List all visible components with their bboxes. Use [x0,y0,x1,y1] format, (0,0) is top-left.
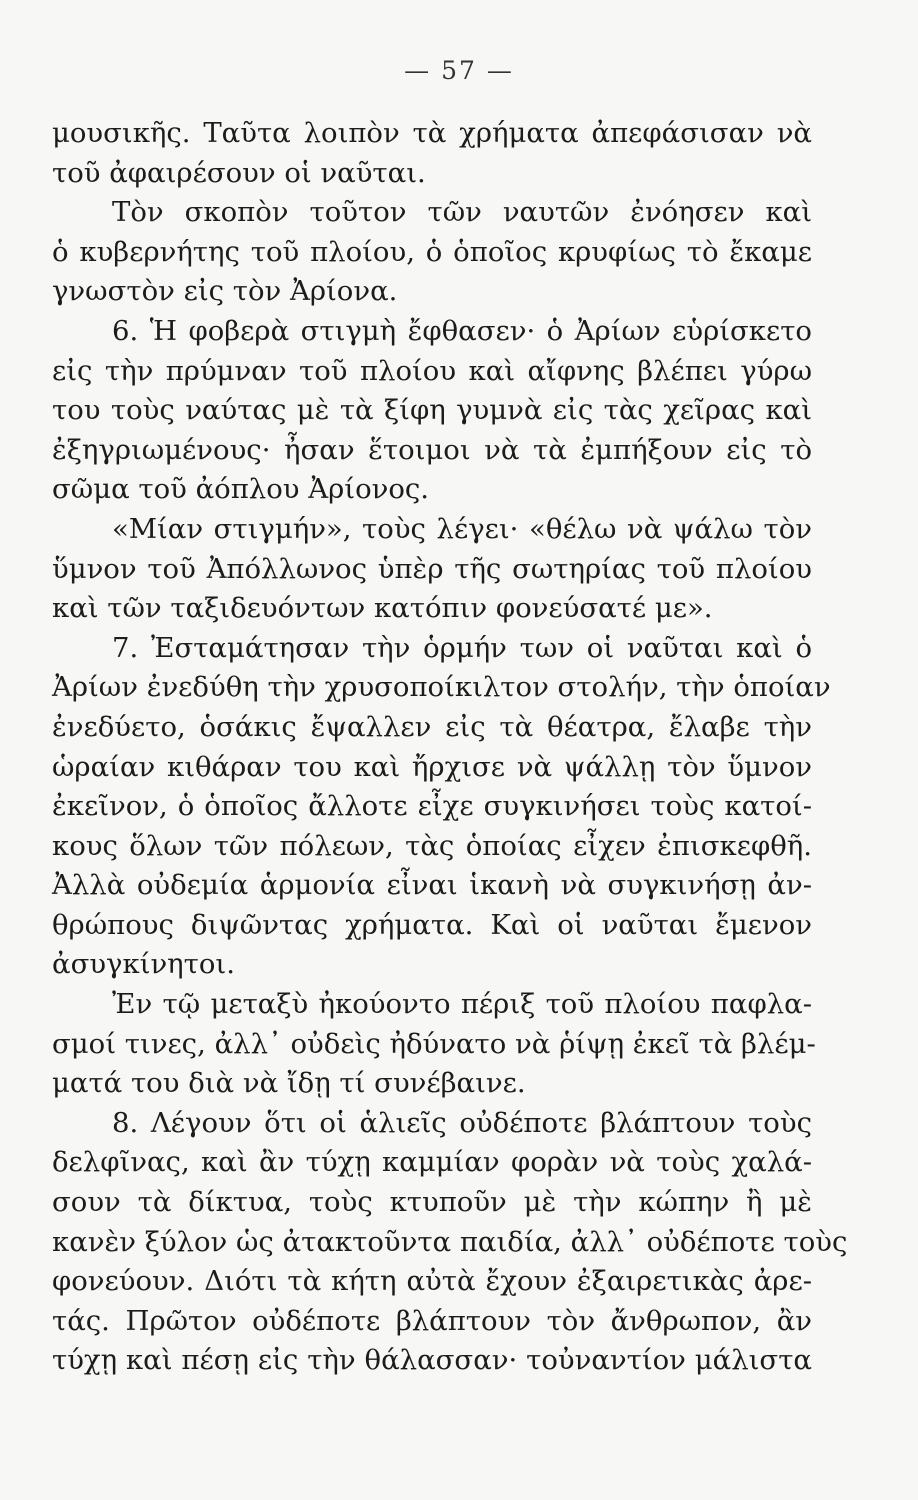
text-line: Ἀρίων ἐνεδύθη τὴν χρυσοποίκιλτον στολήν, τὴν ὁποίαν [52,671,831,704]
text-line: Ἐν τῷ μεταξὺ ἠκούοντο πέριξ τοῦ πλοίου παφλα- [112,988,812,1021]
text-line: εἰς τὴν πρύμναν τοῦ πλοίου καὶ αἴφνης βλέπει γύρω [52,354,812,387]
text-line: τάς. Πρῶτον οὐδέποτε βλάπτουν τὸν ἄνθρωπον, ἂν [52,1304,812,1337]
text-line: σμοί τινες, ἀλλ᾽ οὐδεὶς ἠδύνατο νὰ ῥίψῃ ἐκεῖ τὰ βλέμ- [52,1027,816,1060]
text-line: του τοὺς ναύτας μὲ τὰ ξίφη γυμνὰ εἰς τὰς χεῖρας καὶ [52,394,812,427]
text-line: φονεύουν. Διότι τὰ κήτη αὐτὰ ἔχουν ἐξαιρετικὰς ἀρε- [52,1265,812,1298]
text-line: τοῦ ἀφαιρέσουν οἱ ναῦται. [52,156,426,189]
body-text [52,114,848,1381]
text-line: τύχῃ καὶ πέσῃ εἰς τὴν θάλασσαν· τοὐναντίον μάλιστα [52,1344,812,1377]
text-line: θρώπους διψῶντας χρήματα. Καὶ οἱ ναῦται ἔμενον [52,908,812,941]
text-line: ματά του διὰ νὰ ἴδῃ τί συνέβαινε. [52,1067,526,1100]
text-line: Ἀλλὰ οὐδεμία ἁρμονία εἶναι ἱκανὴ νὰ συγκινήσῃ ἀν- [52,869,812,902]
text-line: ὕμνον τοῦ Ἀπόλλωνος ὑπὲρ τῆς σωτηρίας τοῦ πλοίου [52,552,812,585]
text-line: δελφῖνας, καὶ ἂν τύχῃ καμμίαν φορὰν νὰ τοὺς χαλά- [52,1146,812,1179]
text-line: Τὸν σκοπὸν τοῦτον τῶν ναυτῶν ἐνόησεν καὶ [112,196,812,229]
text-line: σῶμα τοῦ ἀόπλου Ἀρίονος. [52,473,430,506]
text-line: 6. Ἡ φοβερὰ στιγμὴ ἔφθασεν· ὁ Ἀρίων εὑρίσκετο [112,314,812,347]
text-line: ὁ κυβερνήτης τοῦ πλοίου, ὁ ὁποῖος κρυφίως τὸ ἔκαμε [52,235,812,268]
text-line: γνωστὸν εἰς τὸν Ἀρίονα. [52,275,398,308]
text-line: μουσικῆς. Ταῦτα λοιπὸν τὰ χρήματα ἀπεφάσισαν νὰ [52,117,812,149]
text-line: σουν τὰ δίκτυα, τοὺς κτυποῦν μὲ τὴν κώπην ἢ μὲ [52,1186,812,1219]
text-line: καὶ τῶν ταξιδευόντων κατόπιν φονεύσατέ με». [52,592,713,625]
text-line: 7. Ἐσταμάτησαν τὴν ὁρμήν των οἱ ναῦται καὶ ὁ [112,631,812,664]
text-line: ἐνεδύετο, ὁσάκις ἔψαλλεν εἰς τὰ θέατρα, ἔλαβε τὴν [52,710,812,743]
text-line: 8. Λέγουν ὅτι οἱ ἁλιεῖς οὐδέποτε βλάπτουν τοὺς [112,1106,812,1139]
text-line: κανὲν ξύλον ὡς ἀτακτοῦντα παιδία, ἀλλ᾽ οὐδέποτε τοὺς [52,1225,848,1258]
text-line: «Μίαν στιγμήν», τοὺς λέγει· «θέλω νὰ ψάλω τὸν [112,512,812,545]
text-line: ὡραίαν κιθάραν του καὶ ἤρχισε νὰ ψάλλῃ τὸν ὕμνον [52,750,812,783]
text-line: ἐξηγριωμένους· ἦσαν ἕτοιμοι νὰ τὰ ἐμπήξουν εἰς τὸ [52,433,812,466]
text-line: ἀσυγκίνητοι. [52,948,235,981]
page-number: — 57 — [404,56,514,85]
text-line: κους ὅλων τῶν πόλεων, τὰς ὁποίας εἶχεν ἐπισκεφθῆ. [52,829,812,862]
text-line: ἐκεῖνον, ὁ ὁποῖος ἄλλοτε εἶχε συγκινήσει τοὺς κατοί- [52,790,812,823]
